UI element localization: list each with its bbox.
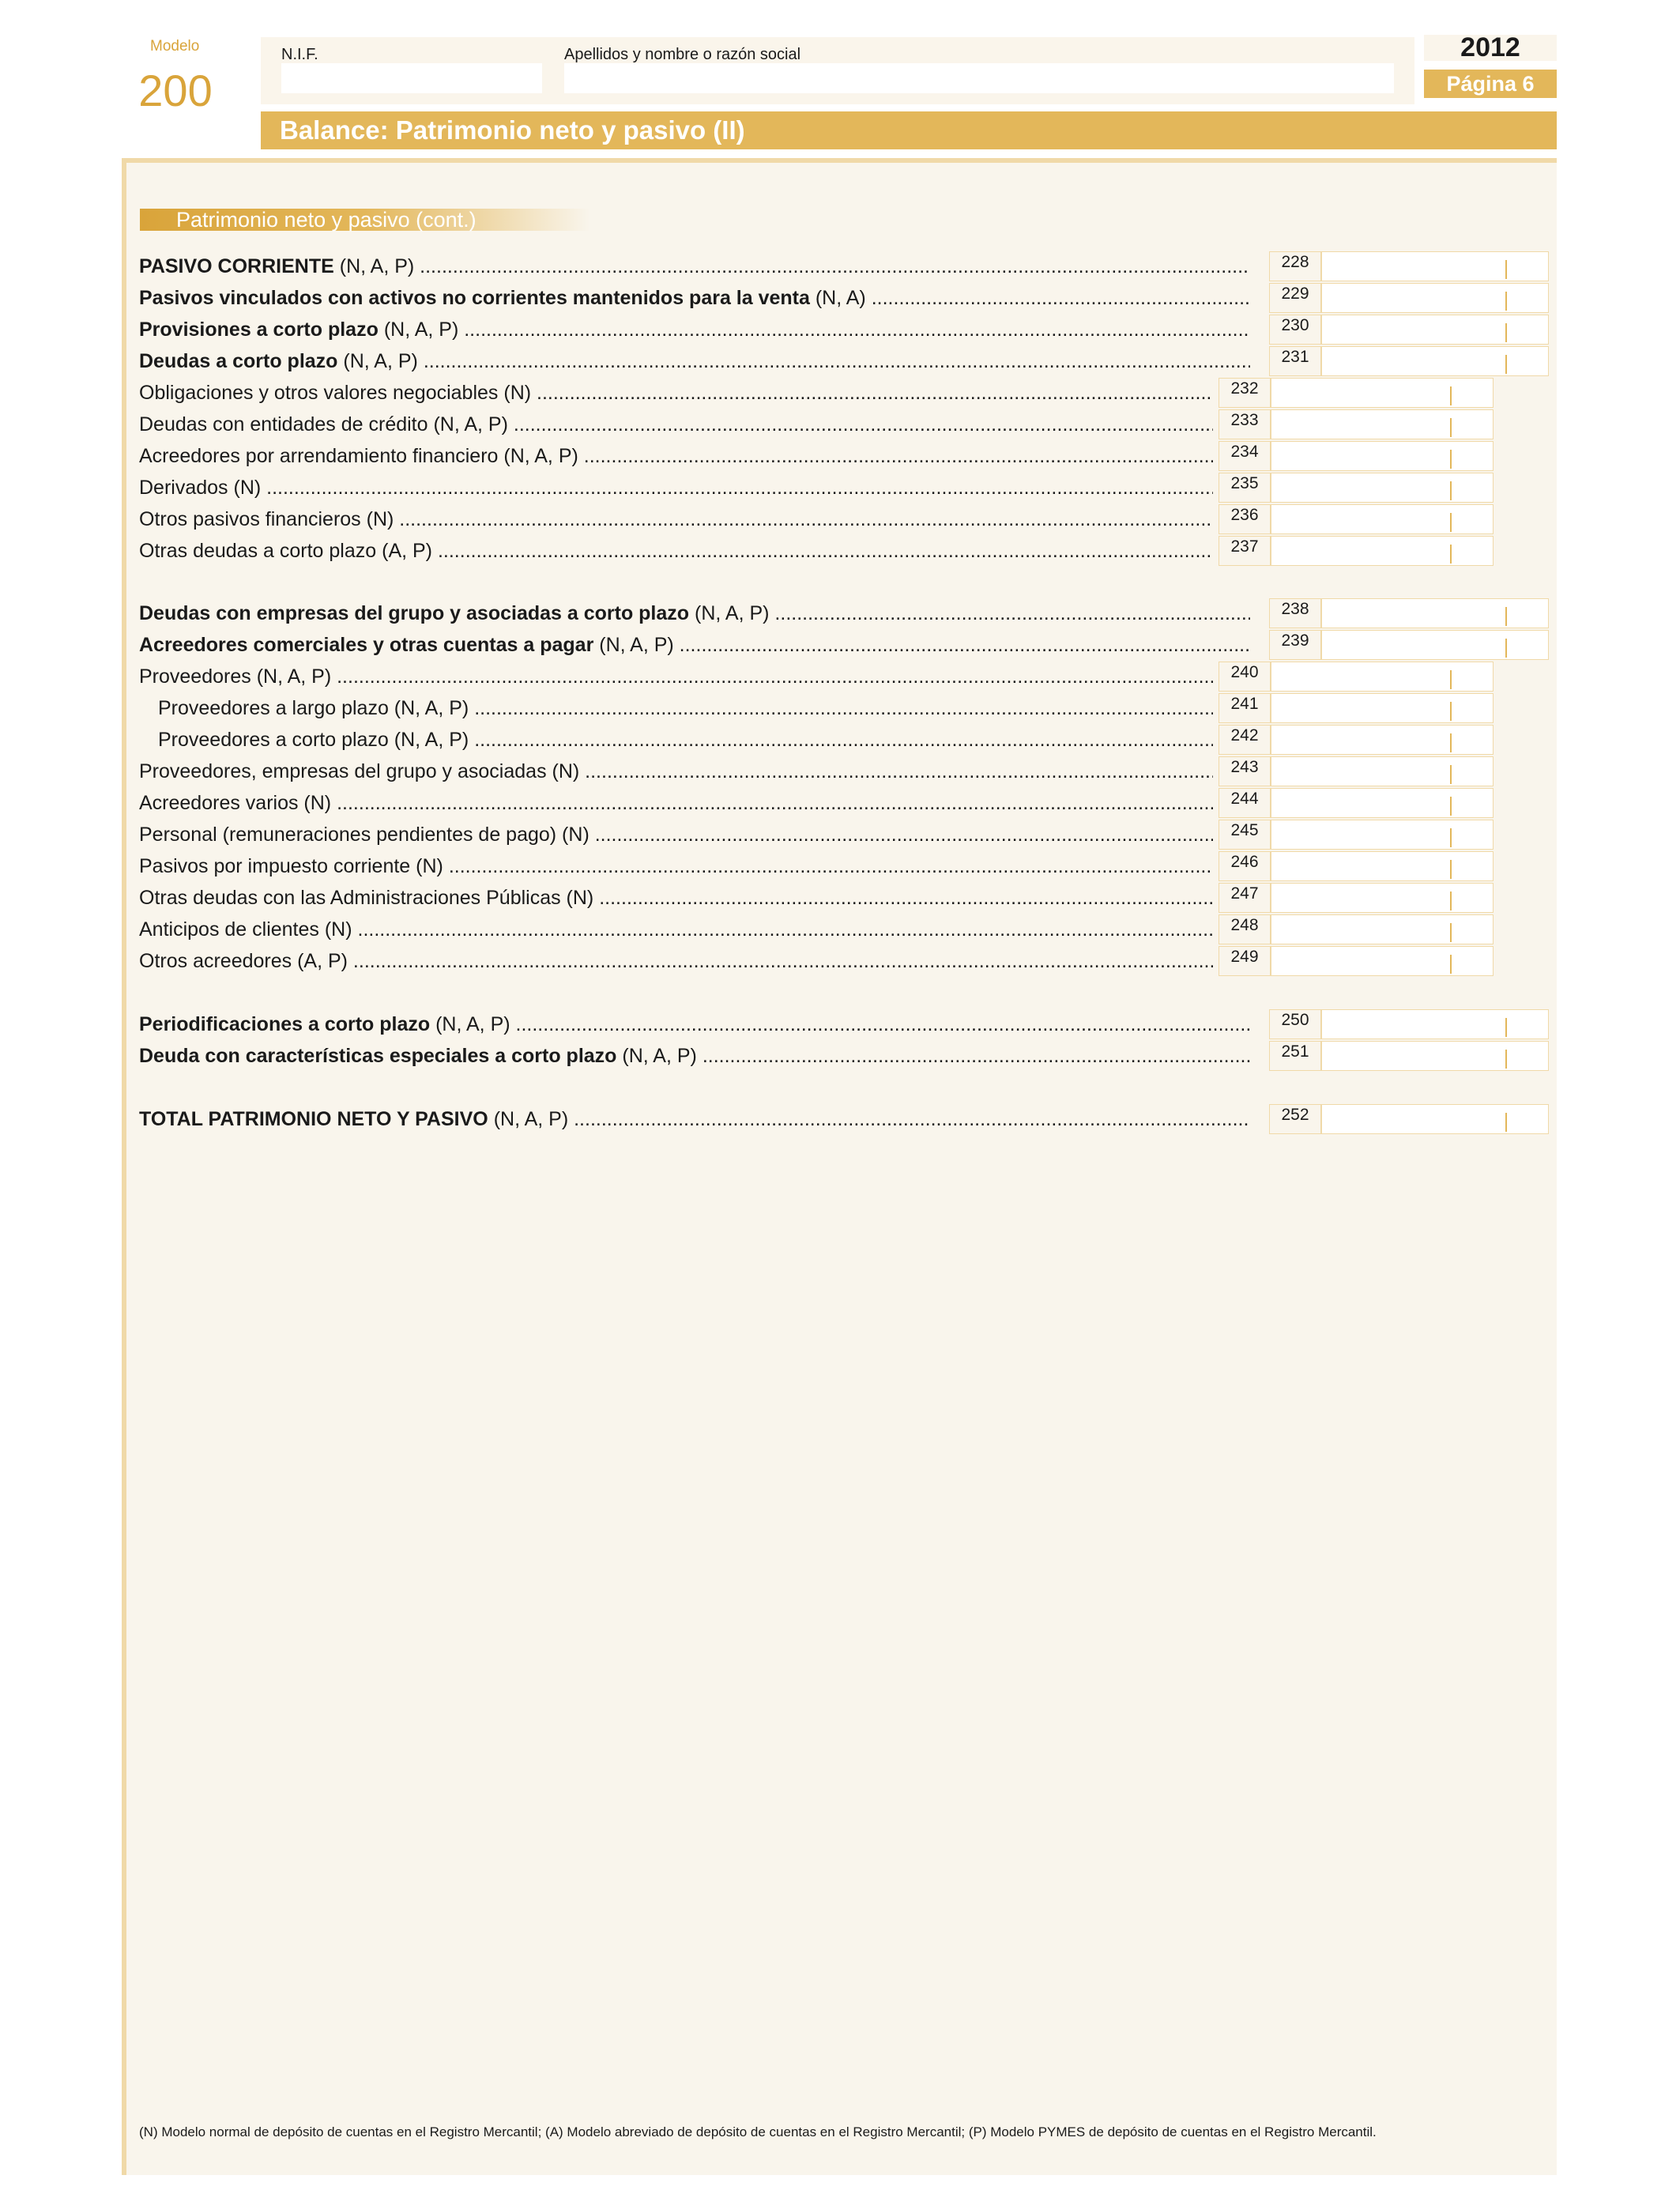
amount-field[interactable] (1271, 378, 1494, 408)
row-code: 232 (1219, 378, 1271, 408)
decimal-marker (1450, 797, 1452, 816)
row-label: Otros pasivos financieros (N) ..... (139, 507, 1213, 531)
decimal-marker (1450, 702, 1452, 721)
decimal-marker (1505, 639, 1507, 658)
decimal-marker (1450, 765, 1452, 784)
decimal-marker (1450, 733, 1452, 752)
row-code: 244 (1219, 788, 1271, 818)
amount-field[interactable] (1271, 504, 1494, 534)
row-code: 228 (1269, 251, 1321, 281)
amount-field[interactable] (1321, 598, 1549, 628)
page-badge: Página 6 (1424, 70, 1557, 98)
nif-label: N.I.F. (281, 46, 318, 63)
amount-field[interactable] (1321, 1104, 1549, 1134)
amount-field[interactable] (1271, 788, 1494, 818)
decimal-marker (1505, 607, 1507, 626)
amount-field[interactable] (1321, 283, 1549, 313)
decimal-marker (1505, 260, 1507, 279)
decimal-marker (1450, 670, 1452, 689)
footnote: (N) Modelo normal de depósito de cuentas en el Registro Mercantil; (A) Modelo abreviado de depósito de cuentas en el Registro Mercantil; (P) Modelo PYMES de depósito de cuentas en el Registro Mercantil. (139, 2124, 1377, 2139)
amount-field[interactable] (1271, 662, 1494, 692)
row-code: 251 (1269, 1041, 1321, 1071)
row-label: Proveedores (N, A, P) ..... (139, 665, 1213, 688)
decimal-marker (1505, 355, 1507, 374)
modelo-number: 200 (138, 66, 213, 115)
amount-field[interactable] (1321, 630, 1549, 660)
decimal-marker (1450, 545, 1452, 564)
decimal-marker (1450, 892, 1452, 910)
row-label: Proveedores a corto plazo (N, A, P) ..... (158, 728, 1213, 752)
row-label: Provisiones a corto plazo (N, A, P) ..... (139, 318, 1250, 341)
row-code: 238 (1269, 598, 1321, 628)
decimal-marker (1450, 513, 1452, 532)
row-label: Proveedores a largo plazo (N, A, P) ..... (158, 696, 1213, 720)
row-code: 233 (1219, 409, 1271, 439)
decimal-marker (1450, 828, 1452, 847)
row-code: 229 (1269, 283, 1321, 313)
row-label: Otras deudas con las Administraciones Públicas (N) ..... (139, 886, 1213, 910)
decimal-marker (1450, 481, 1452, 500)
row-label: PASIVO CORRIENTE (N, A, P) ..... (139, 254, 1250, 278)
row-code: 235 (1219, 473, 1271, 503)
amount-field[interactable] (1321, 251, 1549, 281)
amount-field[interactable] (1271, 473, 1494, 503)
row-code: 242 (1219, 725, 1271, 755)
row-label: Deudas con empresas del grupo y asociadas a corto plazo (N, A, P) ..... (139, 601, 1250, 625)
row-label: Acreedores varios (N) ..... (139, 791, 1213, 815)
amount-field[interactable] (1271, 725, 1494, 755)
row-label: Obligaciones y otros valores negociables (N) ..... (139, 381, 1213, 405)
row-code: 230 (1269, 315, 1321, 345)
row-code: 250 (1269, 1009, 1321, 1039)
decimal-marker (1450, 386, 1452, 405)
amount-field[interactable] (1321, 1041, 1549, 1071)
row-code: 249 (1219, 946, 1271, 976)
section-title: Patrimonio neto y pasivo (cont.) (140, 209, 590, 231)
row-label: Acreedores comerciales y otras cuentas a pagar (N, A, P) ..... (139, 633, 1250, 657)
amount-field[interactable] (1321, 1009, 1549, 1039)
amount-field[interactable] (1271, 914, 1494, 944)
amount-field[interactable] (1271, 820, 1494, 850)
row-label: Otros acreedores (A, P) ..... (139, 949, 1213, 973)
amount-field[interactable] (1271, 693, 1494, 723)
row-label: Pasivos vinculados con activos no corrientes mantenidos para la venta (N, A) ..... (139, 286, 1250, 310)
decimal-marker (1505, 1018, 1507, 1037)
decimal-marker (1450, 955, 1452, 974)
row-code: 243 (1219, 756, 1271, 786)
row-label: Proveedores, empresas del grupo y asociadas (N) ..... (139, 760, 1213, 783)
decimal-marker (1450, 418, 1452, 437)
decimal-marker (1450, 450, 1452, 469)
amount-field[interactable] (1271, 409, 1494, 439)
row-code: 237 (1219, 536, 1271, 566)
row-code: 252 (1269, 1104, 1321, 1134)
amount-field[interactable] (1271, 946, 1494, 976)
row-code: 247 (1219, 883, 1271, 913)
amount-field[interactable] (1271, 851, 1494, 881)
row-label: TOTAL PATRIMONIO NETO Y PASIVO (N, A, P) ..... (139, 1107, 1250, 1131)
row-code: 240 (1219, 662, 1271, 692)
name-field[interactable] (564, 63, 1394, 93)
row-code: 246 (1219, 851, 1271, 881)
amount-field[interactable] (1271, 883, 1494, 913)
row-label: Pasivos por impuesto corriente (N) ..... (139, 854, 1213, 878)
nif-field[interactable] (281, 63, 542, 93)
decimal-marker (1505, 292, 1507, 311)
row-label: Otras deudas a corto plazo (A, P) ..... (139, 539, 1213, 563)
row-label: Anticipos de clientes (N) ..... (139, 918, 1213, 941)
row-code: 234 (1219, 441, 1271, 471)
name-label: Apellidos y nombre o razón social (564, 46, 801, 63)
decimal-marker (1505, 1113, 1507, 1132)
amount-field[interactable] (1321, 315, 1549, 345)
row-code: 231 (1269, 346, 1321, 376)
row-code: 241 (1219, 693, 1271, 723)
decimal-marker (1450, 923, 1452, 942)
row-label: Personal (remuneraciones pendientes de pago) (N) ..... (139, 823, 1213, 846)
amount-field[interactable] (1321, 346, 1549, 376)
amount-field[interactable] (1271, 536, 1494, 566)
row-label: Deudas con entidades de crédito (N, A, P) ..... (139, 413, 1213, 436)
page-title: Balance: Patrimonio neto y pasivo (II) (261, 111, 1557, 149)
decimal-marker (1505, 1050, 1507, 1069)
decimal-marker (1450, 860, 1452, 879)
decimal-marker (1505, 323, 1507, 342)
row-label: Derivados (N) ..... (139, 476, 1213, 499)
row-label: Acreedores por arrendamiento financiero (N, A, P) ..... (139, 444, 1213, 468)
row-code: 248 (1219, 914, 1271, 944)
row-label: Deudas a corto plazo (N, A, P) ..... (139, 349, 1250, 373)
row-label: Deuda con características especiales a corto plazo (N, A, P) ..... (139, 1044, 1250, 1068)
year-badge: 2012 (1424, 35, 1557, 61)
amount-field[interactable] (1271, 756, 1494, 786)
row-code: 239 (1269, 630, 1321, 660)
row-code: 236 (1219, 504, 1271, 534)
row-code: 245 (1219, 820, 1271, 850)
amount-field[interactable] (1271, 441, 1494, 471)
row-label: Periodificaciones a corto plazo (N, A, P) ..... (139, 1012, 1250, 1036)
modelo-label: Modelo (150, 38, 200, 55)
